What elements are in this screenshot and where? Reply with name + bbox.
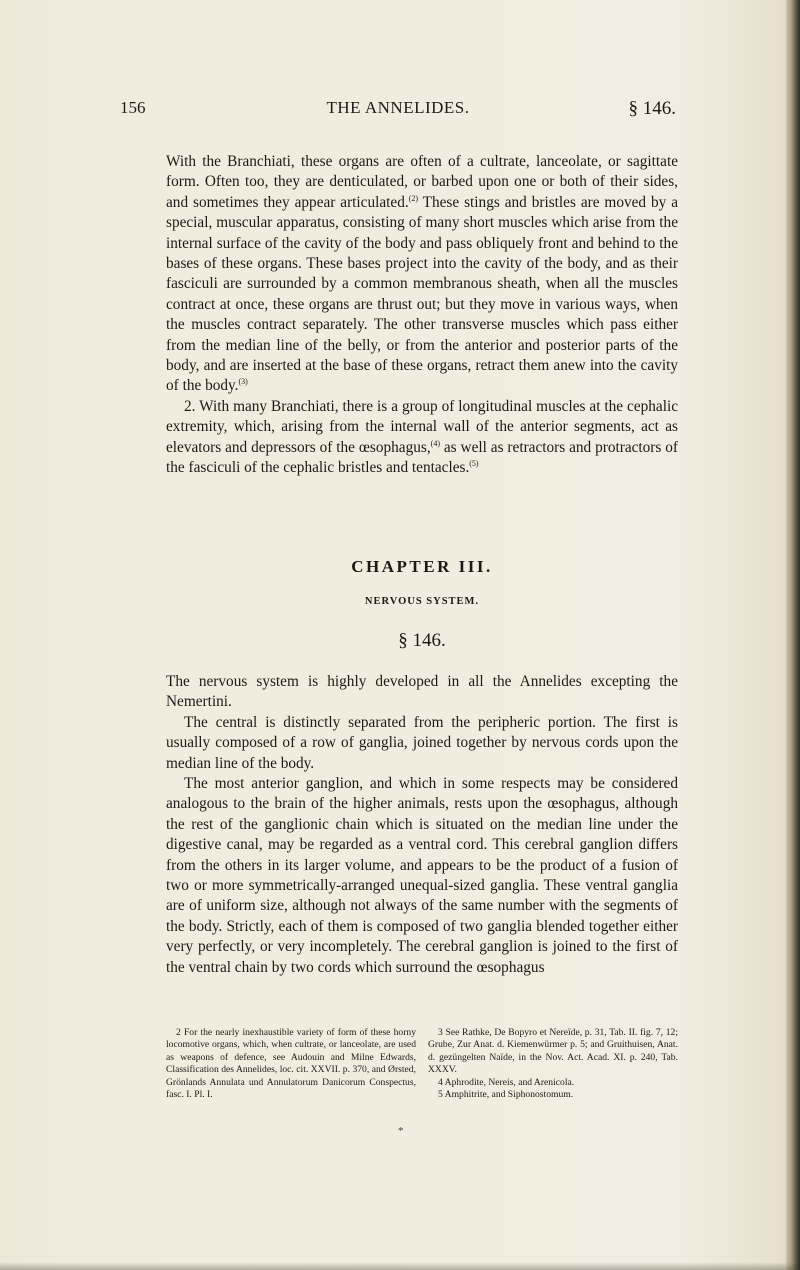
footnote: 3 See Rathke, De Bopyro et Nereïde, p. 31, Tab. II. fig. 7, 12; Grube, Zur Anat. d. Kiemenwürmer p. 5; and Gruithuisen, Anat. d. gezüngelten Naïde, in the Nov. Act. Acad. XI. p. 240, Tab. XXXV. xyxy=(428,1027,678,1076)
header-section: § 146. xyxy=(628,98,676,119)
chapter-subtitle: NERVOUS SYSTEM. xyxy=(364,596,480,607)
page-number: 156 xyxy=(120,98,146,117)
footnote-ref: (5) xyxy=(469,459,479,469)
section-body-text xyxy=(166,672,678,978)
section-title: § 146. xyxy=(398,630,446,651)
paragraph: With the Branchiati, these organs are often of a cultrate, lanceolate, or sagittate form. Often too, they are denticulated, or barbed upon one or both of their sides, and sometimes they appear articulated.$^{(2)}$ These stings and bristles are moved by a special, muscular apparatus, consisting of many short muscles which arise from the internal surface of the cavity of the body and pass obliquely front and behind to the bases of these organs. These bases project into the cavity of the body, and as their fasciculi are surrounded by a common membranous sheath, when all the muscles contract at once, these organs are thrust out; but they move in various ways, when the muscles contract separately. The other transverse muscles which pass either from the median line of the belly, or from the anterior and posterior parts of the body, and are inserted at the base of these organs, retract them anew into the cavity of the body.$^{(3)}$ xyxy=(166,153,678,395)
footnote: 4 Aphrodite, Nereis, and Arenicola. xyxy=(438,1076,575,1088)
page-edge xyxy=(786,0,800,1270)
footnotes xyxy=(166,1027,678,1101)
footnote: 2 For the nearly inexhaustible variety of form of these horny locomotive organs, which, when cultrate, or lanceolate, are used as weapons of defence, see Audouin and Milne Edwards, Classification des Annelides, loc. cit. XXVII. p. 370, and Ørsted, Grönlands Annulata und Annulatorum Danicorum Conspectus, fasc. I. Pl. I. xyxy=(166,1027,416,1101)
top-body-text xyxy=(166,152,678,479)
footnotes-right-column xyxy=(428,1027,678,1101)
page-bottom-shadow xyxy=(0,1262,800,1270)
paragraph: The central is distinctly separated from the peripheric portion. The first is usually composed of a row of ganglia, joined together by nervous cords upon the median line of the body. xyxy=(166,713,678,772)
paragraph: 2. With many Branchiati, there is a group of longitudinal muscles at the cephalic extremity, which, arising from the internal wall of the anterior segments, act as elevators and depressors of the œsophagus,$^{(4)}$ as well as retractors and protractors of the fasciculi of the cephalic bristles and tentacles.$^{(5)}$ xyxy=(166,397,678,477)
footnote-ref: (3) xyxy=(238,377,248,387)
footnote: 5 Amphitrite, and Siphonostomum. xyxy=(438,1089,574,1101)
footnote-ref: (2) xyxy=(408,193,418,203)
chapter-title: CHAPTER III. xyxy=(351,557,493,576)
footnotes-left-column xyxy=(166,1027,416,1101)
running-title: THE ANNELIDES. xyxy=(326,98,470,117)
footnote-ref: (4) xyxy=(430,438,440,448)
paragraph: The most anterior ganglion, and which in some respects may be considered analogous to the brain of the higher animals, rests upon the œsophagus, although the rest of the ganglionic chain which is situated on the median line under the digestive canal, may be regarded as a ventral cord. This cerebral ganglion differs from the others in its larger volume, and appears to be the product of a fusion of two or more symmetrically-arranged unequal-sized ganglia. These ventral ganglia are of uniform size, although not always of the same number with the segments of the body. Strictly, each of them is composed of two ganglia blended together either very perfectly, or very incompletely. The cerebral ganglion is joined to the first of the ventral chain by two cords which surround the œsophagus xyxy=(166,775,678,976)
paragraph: The nervous system is highly developed in all the Annelides excepting the Nemertini. xyxy=(166,673,678,711)
printer-mark: * xyxy=(398,1125,404,1137)
running-header xyxy=(120,98,676,122)
